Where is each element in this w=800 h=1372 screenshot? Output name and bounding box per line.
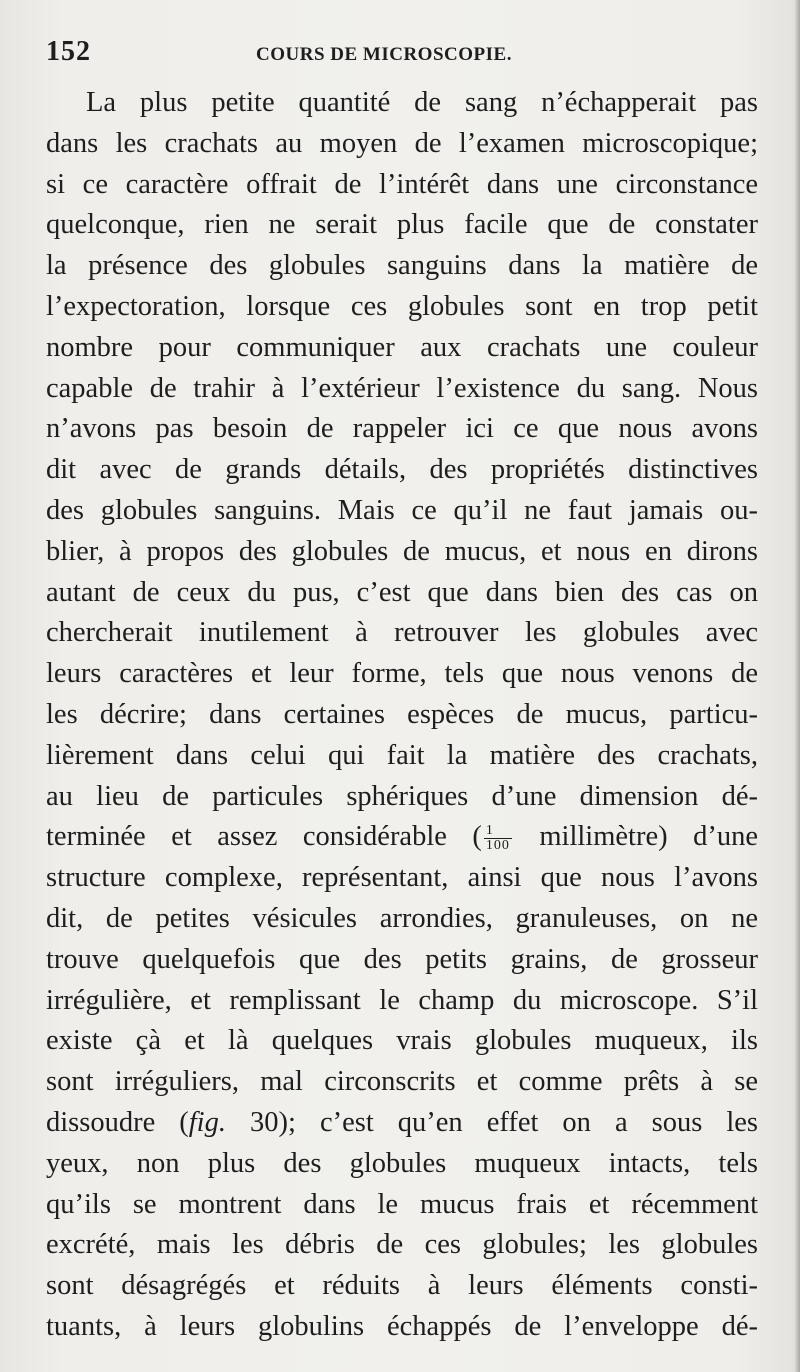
figure-reference: fig. xyxy=(188,1106,226,1138)
text-segment: dissoudre ( xyxy=(46,1106,189,1138)
text-segment: millimètre) d’une xyxy=(513,821,758,853)
text-segment: terminée et assez considérable ( xyxy=(46,821,482,853)
page-header xyxy=(46,36,758,70)
text-line: existe çà et là quelques vrais globules muqueux, ils xyxy=(46,1025,758,1057)
text-line: capable de trahir à l’extérieur l’existence du sang. Nous xyxy=(46,372,758,404)
page-edge-shadow xyxy=(794,0,800,1372)
text-line: au lieu de particules sphériques d’une dimension dé- xyxy=(46,780,758,812)
text-line: quelconque, rien ne serait plus facile que de constater xyxy=(46,209,758,241)
text-line: autant de ceux du pus, c’est que dans bien des cas on xyxy=(46,576,758,608)
text-line: dans les crachats au moyen de l’examen microscopique; xyxy=(46,127,758,159)
running-title: COURS DE MICROSCOPIE. xyxy=(256,44,512,65)
text-line: sont désagrégés et réduits à leurs éléments consti- xyxy=(46,1270,758,1302)
text-line: lièrement dans celui qui fait la matière des crachats, xyxy=(46,739,758,771)
text-line: excrété, mais les débris de ces globules; les globules xyxy=(46,1229,758,1261)
text-line: leurs caractères et leur forme, tels que nous venons de xyxy=(46,658,758,690)
text-segment: 30); c’est qu’en effet on a sous les xyxy=(225,1106,758,1138)
text-line: blier, à propos des globules de mucus, et nous en dirons xyxy=(46,535,758,567)
text-line: irrégulière, et remplissant le champ du microscope. S’il xyxy=(46,984,758,1016)
text-line: n’avons pas besoin de rappeler ici ce que nous avons xyxy=(46,413,758,445)
page-number: 152 xyxy=(46,36,91,67)
text-line: chercherait inutilement à retrouver les globules avec xyxy=(46,617,758,649)
fraction xyxy=(484,824,512,853)
text-line: dit, de petites vésicules arrondies, granuleuses, on ne xyxy=(46,902,758,934)
fraction-numerator: 1 xyxy=(484,824,512,839)
text-line: structure complexe, représentant, ainsi que nous l’avons xyxy=(46,862,758,894)
text-line: qu’ils se montrent dans le mucus frais et récemment xyxy=(46,1188,758,1220)
text-line: dit avec de grands détails, des propriétés distinctives xyxy=(46,454,758,486)
text-line: si ce caractère offrait de l’intérêt dans une circonstance xyxy=(46,168,758,200)
text-line: La plus petite quantité de sang n’échapperait pas xyxy=(86,87,758,118)
text-line: trouve quelquefois que des petits grains, de grosseur xyxy=(46,943,758,975)
fraction-denominator: 100 xyxy=(485,838,510,854)
text-line-with-figure-ref xyxy=(46,1103,758,1144)
text-line-with-fraction xyxy=(46,817,758,858)
text-line: sont irréguliers, mal circonscrits et comme prêts à se xyxy=(46,1066,758,1098)
text-line: les décrire; dans certaines espèces de mucus, particu- xyxy=(46,698,758,730)
text-line: nombre pour communiquer aux crachats une couleur xyxy=(46,331,758,363)
text-line: la présence des globules sanguins dans la matière de xyxy=(46,250,758,282)
text-line: des globules sanguins. Mais ce qu’il ne faut jamais ou- xyxy=(46,494,758,526)
text-line: tuants, à leurs globulins échappés de l’enveloppe dé- xyxy=(46,1310,758,1342)
text-line: yeux, non plus des globules muqueux intacts, tels xyxy=(46,1147,758,1179)
text-line: l’expectoration, lorsque ces globules sont en trop petit xyxy=(46,290,758,322)
body-text xyxy=(46,83,758,1348)
